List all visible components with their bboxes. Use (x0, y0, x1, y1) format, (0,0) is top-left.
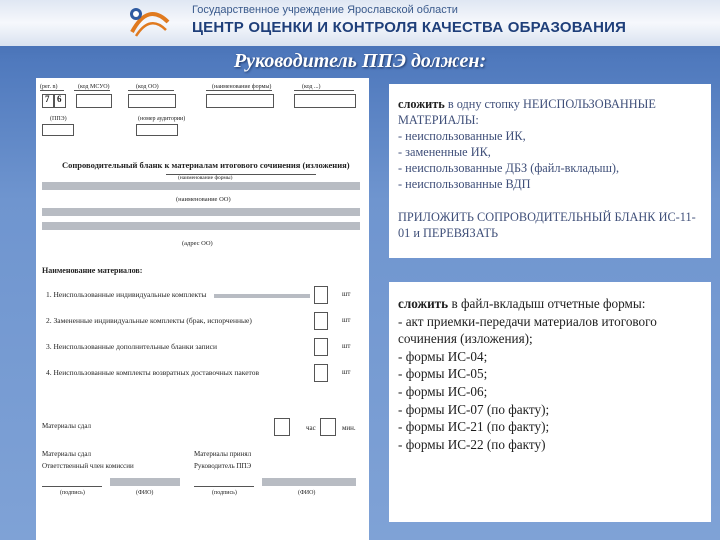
gray-cells (214, 294, 310, 298)
material-item: 1. Неиспользованные индивидуальные комплекты (46, 290, 207, 299)
card-item: - формы ИС-05; (398, 366, 488, 382)
card-attach: ПРИЛОЖИТЬ СОПРОВОДИТЕЛЬНЫЙ БЛАНК ИС-11-01 и ПЕРЕВЯЗАТЬ (398, 210, 696, 240)
gray-cells (42, 208, 360, 216)
sig-label: (подпись) (60, 490, 85, 496)
form-line (206, 90, 272, 91)
unit-label: шт (342, 368, 351, 376)
instruction-card-reports (389, 282, 711, 522)
ppe-head-label: Руководитель ППЭ (194, 462, 252, 470)
org-name: Государственное учреждение Ярославской области (192, 4, 458, 16)
digit-box (128, 94, 176, 108)
instruction-card-unused (389, 84, 711, 258)
materials-title: Наименование материалов: (42, 266, 143, 275)
slide-title: Руководитель ППЭ должен: (233, 50, 487, 72)
digit-box (136, 124, 178, 136)
form-line (128, 90, 174, 91)
card-lead-rest: в одну стопку НЕИСПОЛЬЗОВАННЫЕ МАТЕРИАЛЫ: (398, 97, 656, 127)
digit-box (294, 94, 356, 108)
spacer (398, 192, 703, 209)
card-item: - формы ИС-21 (по факту); (398, 419, 550, 435)
material-item: 4. Неиспользованные комплекты возвратных доставочных пакетов (46, 368, 260, 377)
time-box (274, 418, 290, 436)
form-label: (рег. n) (40, 84, 58, 90)
card-item: - неиспользованные ВДП (398, 177, 531, 191)
form-label: (код ОО) (136, 84, 159, 90)
form-label: (код МСУО) (78, 84, 110, 90)
code-digit: 7 (45, 94, 50, 104)
sig-label: (ФИО) (136, 490, 154, 496)
card-item: - формы ИС-22 (по факту) (398, 436, 546, 452)
form-label: (номер аудитории) (138, 116, 186, 122)
unit-label: шт (342, 316, 351, 324)
form-label: (наименование формы) (178, 175, 233, 181)
form-label: (наименование ОО) (176, 196, 231, 203)
time-minutes: мин. (342, 424, 356, 432)
card-lead: сложить (398, 296, 449, 311)
centre-name: ЦЕНТР ОЦЕНКИ И КОНТРОЛЯ КАЧЕСТВА ОБРАЗОВАНИЯ (192, 19, 627, 36)
code-digit: 6 (57, 94, 62, 104)
form-label: (наименование формы) (212, 84, 272, 90)
form-line (74, 90, 110, 91)
form-label: (код ...) (302, 84, 321, 90)
card-item: - замененные ИК, (398, 145, 491, 159)
unit-label: шт (342, 342, 351, 350)
count-box (314, 312, 328, 330)
handed-over-label: Материалы сдал (42, 422, 92, 430)
count-box (314, 364, 328, 382)
sig-label: (ФИО) (298, 490, 316, 496)
unit-label: шт (342, 290, 351, 298)
gray-cells (42, 182, 360, 190)
digit-box (76, 94, 112, 108)
sign-line (42, 486, 102, 487)
gray-cells (262, 478, 356, 486)
time-hours: час (306, 424, 316, 432)
card-item: - неиспользованные ИК, (398, 129, 526, 143)
card-item: - формы ИС-04; (398, 348, 488, 364)
form-label: (ППЭ) (50, 116, 67, 122)
material-item: 2. Замененные индивидуальные комплекты (брак, испорченные) (46, 316, 252, 325)
form-heading: Сопроводительный бланк к материалам итогового сочинения (изложения) (62, 160, 350, 170)
form-line (40, 90, 64, 91)
form-line (294, 90, 354, 91)
gray-cells (110, 478, 180, 486)
handed-by-label: Материалы сдал (42, 450, 92, 458)
received-by-label: Материалы принял (194, 450, 252, 458)
time-box (320, 418, 336, 436)
resp-member-label: Ответственный член комиссии (42, 462, 134, 470)
header-banner (0, 0, 720, 46)
material-item: 3. Неиспользованные дополнительные бланки записи (46, 342, 217, 351)
digit-box (206, 94, 274, 108)
count-box (314, 338, 328, 356)
form-label: (адрес ОО) (182, 240, 213, 247)
sig-label: (подпись) (212, 490, 237, 496)
card-item: - формы ИС-06; (398, 383, 488, 399)
card-text (398, 96, 703, 128)
card-item: - акт приемки-передачи материалов итогового сочинения (изложения); (398, 313, 657, 347)
count-box (314, 286, 328, 304)
gray-cells (42, 222, 360, 230)
card-lead: сложить (398, 97, 445, 111)
digit-box (42, 124, 74, 136)
sign-line (194, 486, 254, 487)
card-text (398, 295, 703, 313)
card-lead-rest: в файл-вкладыш отчетные формы: (448, 296, 646, 311)
card-item: - формы ИС-07 (по факту); (398, 401, 550, 417)
form-image (36, 78, 369, 540)
center-logo-icon (122, 2, 174, 42)
card-item: - неиспользованные ДБЗ (файл-вкладыш), (398, 161, 620, 175)
